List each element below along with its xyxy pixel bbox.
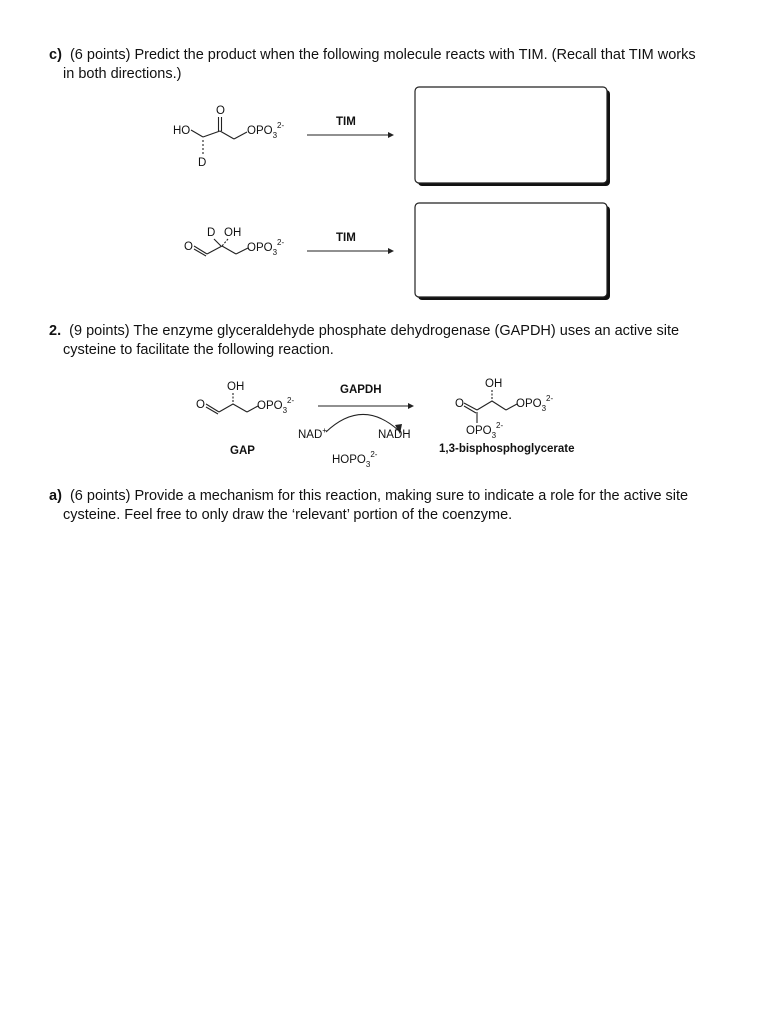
bond-d <box>234 132 247 139</box>
atom-OH: OH <box>485 378 503 390</box>
gap-molecule <box>196 381 294 415</box>
nad-label: NAD+ <box>298 426 327 441</box>
question-c-letter: c) <box>49 47 62 63</box>
bond-e <box>207 246 222 254</box>
atom-OH: OH <box>224 227 242 239</box>
answer-box-2[interactable] <box>415 203 607 297</box>
enzyme-label-tim-1: TIM <box>336 116 356 128</box>
bond-b <box>203 131 220 137</box>
atom-O: O <box>196 399 205 411</box>
bond-c <box>220 131 234 139</box>
bond-f <box>222 246 236 254</box>
phosphate-group: $OPO_3^{2-}$ <box>247 238 285 257</box>
phosphate-reagent: $HOPO_3^{2-}$ <box>332 450 378 469</box>
carbonyl-bond <box>464 403 477 410</box>
question-2-line2: cysteine to facilitate the following reaction. <box>63 342 334 358</box>
question-c-line2: in both directions.) <box>63 66 182 82</box>
atom-D: D <box>198 157 207 169</box>
phosphate-group: $OPO_3^{2-}$ <box>516 394 554 413</box>
molecule-2 <box>184 227 284 257</box>
enzyme-label-gapdh: GAPDH <box>340 384 382 396</box>
reaction-1 <box>173 87 610 186</box>
product-label: 1,3-bisphosphoglycerate <box>439 443 575 455</box>
phosphate-group: $OPO_3^{2-}$ <box>247 121 285 140</box>
hash-bond <box>222 239 228 246</box>
question-2-number: 2. <box>49 323 62 339</box>
question-c-line1: c) (6 points) Predict the product when the following molecule reacts with TIM. (Recall that TIM works <box>49 47 696 63</box>
bond-h <box>219 404 233 412</box>
atom-O: O <box>184 241 193 253</box>
gap-label: GAP <box>230 445 255 457</box>
enzyme-label-tim-2: TIM <box>336 232 356 244</box>
arrowhead-1 <box>388 132 394 138</box>
atom-O: O <box>216 105 225 117</box>
question-a-line2: cysteine. Feel free to only draw the ‘relevant’ portion of the coenzyme. <box>63 507 513 523</box>
arrowhead-gapdh <box>408 403 414 409</box>
question-a-letter: a) <box>49 488 62 504</box>
molecule-1 <box>173 105 284 169</box>
bond-i <box>233 404 247 412</box>
carbonyl-bond-2 <box>464 406 476 413</box>
atom-HO: HO <box>173 125 191 137</box>
gapdh-scheme <box>196 378 574 469</box>
wedge-bond <box>214 239 221 246</box>
nadh-label: NADH <box>378 429 411 441</box>
atom-OH: OH <box>227 381 245 393</box>
atom-O: O <box>455 398 464 410</box>
product-molecule <box>455 378 553 440</box>
arrowhead-2 <box>388 248 394 254</box>
acyl-phosphate-group: $OPO_3^{2-}$ <box>466 421 504 440</box>
bond-l <box>492 401 506 410</box>
question-a-line1: a) (6 points) Provide a mechanism for this reaction, making sure to indicate a role for the active site <box>49 488 689 504</box>
atom-D: D <box>207 227 216 239</box>
reaction-2 <box>184 203 610 300</box>
phosphate-group: $OPO_3^{2-}$ <box>257 396 295 415</box>
bond-a <box>191 130 203 137</box>
bond-k <box>477 401 492 410</box>
question-2-line1: 2. (9 points) The enzyme glyceraldehyde phosphate dehydrogenase (GAPDH) uses an active site <box>49 323 680 339</box>
answer-box-1[interactable] <box>415 87 607 183</box>
